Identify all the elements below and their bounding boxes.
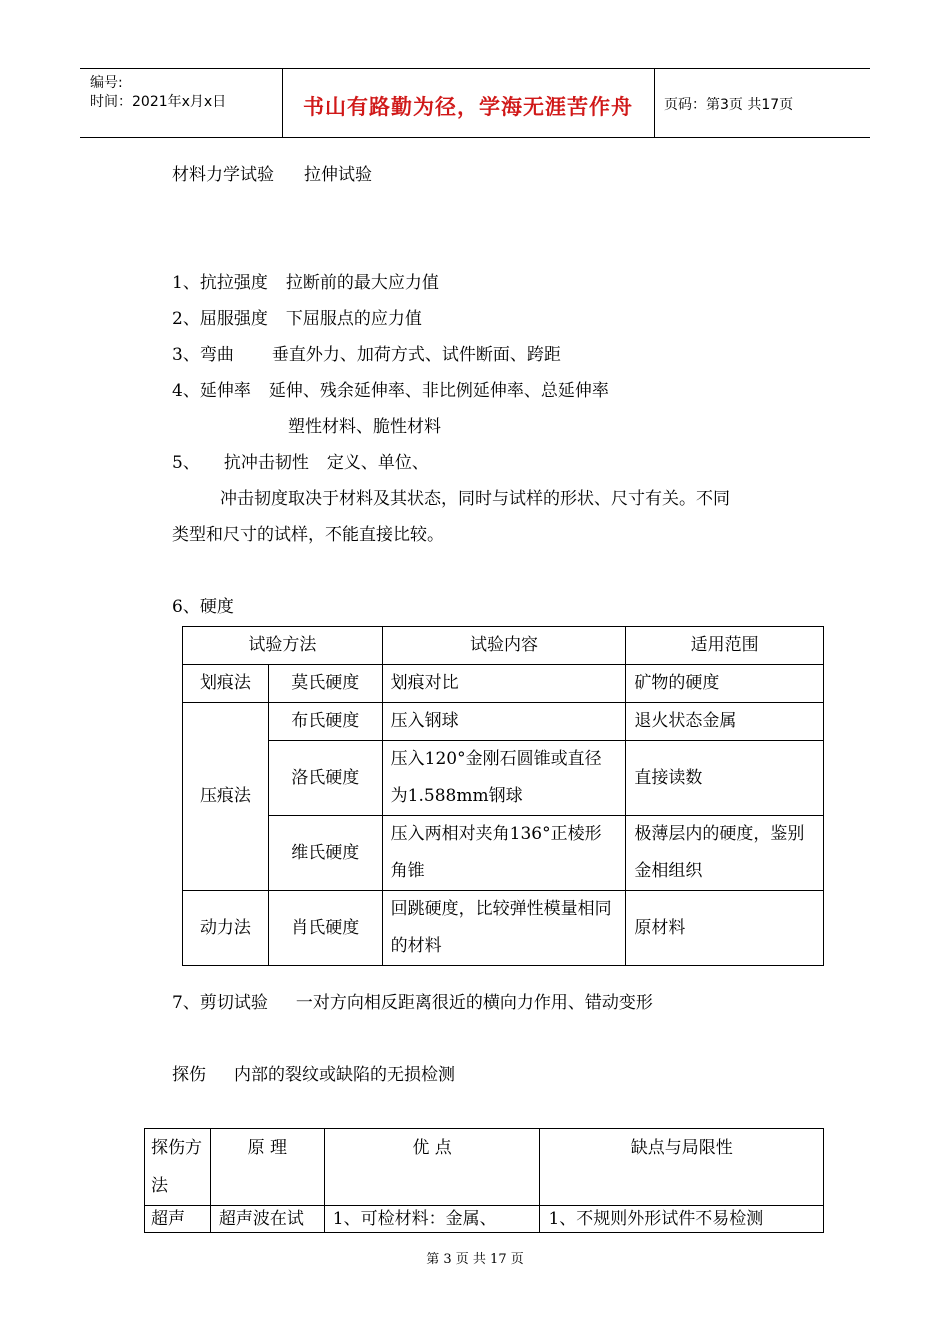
list-item [172,448,429,473]
name-cell: 洛氏硬度 [268,741,382,816]
list-item [172,340,561,365]
list-item [172,376,609,401]
page-footer: 第 3 页 共 17 页 [426,1252,524,1267]
table-header-cell: 原 理 [210,1129,324,1206]
paragraph-line: 类型和尺寸的试样，不能直接比较。 [172,525,444,545]
table-header-cell: 适用范围 [626,627,824,665]
item-desc: 延伸、残余延伸率、非比例延伸率、总延伸率 [268,381,609,401]
item-desc: 定义、单位、 [326,453,429,473]
scope-cell: 极薄层内的硬度，鉴别金相组织 [626,816,824,891]
table-cell: 1、不规则外形试件不易检测 [540,1206,824,1233]
method-cell: 划痕法 [183,665,269,703]
table-row [145,1206,824,1233]
item-head: 5、 [172,453,200,473]
table-row [183,816,824,891]
page-header [80,68,870,138]
content-cell: 压入两相对夹角136°正棱形角锥 [382,816,626,891]
item-desc: 下屈服点的应力值 [285,309,422,329]
paragraph-line: 冲击韧度取决于材料及其状态，同时与试样的形状、尺寸有关。不同 [220,489,730,509]
item-head: 2、屈服强度 [172,309,268,329]
flaw-heading [172,1060,455,1085]
list-item [172,304,422,329]
table-header-cell: 优 点 [324,1129,540,1206]
item-head: 4、延伸率 [172,381,251,401]
name-cell: 维氏硬度 [268,816,382,891]
section-title-sub: 拉伸试验 [304,165,372,185]
item-head: 1、抗拉强度 [172,273,268,293]
item-name: 抗冲击韧性 [223,453,309,473]
content-cell: 回跳硬度，比较弹性模量相同的材料 [382,891,626,966]
document-date: 时间：2021年x月x日 [90,94,227,110]
table-cell: 超声 [145,1206,211,1233]
item-head: 3、弯曲 [172,345,234,365]
header-left-cell [80,69,283,137]
table-cell: 1、可检材料：金属、 [324,1206,540,1233]
name-cell: 莫氏硬度 [268,665,382,703]
header-right-cell [654,69,870,137]
section-title [172,160,372,185]
header-page-info: 页码：第3页 共17页 [664,97,794,113]
table-header-row [145,1129,824,1206]
scope-cell: 退火状态金属 [626,703,824,741]
item-desc: 拉断前的最大应力值 [285,273,439,293]
list-item [172,268,439,293]
item6-heading: 6、硬度 [172,597,234,617]
method-cell: 动力法 [183,891,269,966]
table-header-row [183,627,824,665]
method-cell: 压痕法 [183,703,269,891]
table-row [183,741,824,816]
table-header-cell: 探伤方法 [145,1129,211,1206]
list-item [172,988,653,1013]
table-row [183,703,824,741]
flaw-head: 探伤 [172,1065,206,1085]
section-title-main: 材料力学试验 [172,165,274,185]
scope-cell: 直接读数 [626,741,824,816]
header-middle-cell [282,69,655,137]
flaw-desc: 内部的裂纹或缺陷的无损检测 [234,1065,455,1085]
scope-cell: 原材料 [626,891,824,966]
flaw-detection-table [144,1128,824,1233]
header-motto: 书山有路勤为径，学海无涯苦作舟 [303,95,633,119]
item-desc: 垂直外力、加荷方式、试件断面、跨距 [271,345,561,365]
content-cell: 压入120°金刚石圆锥或直径为1.588mm钢球 [382,741,626,816]
content-cell: 压入钢球 [382,703,626,741]
content-cell: 划痕对比 [382,665,626,703]
item-head: 7、剪切试验 [172,993,268,1013]
table-header-cell: 试验方法 [183,627,383,665]
item-desc: 一对方向相反距离很近的横向力作用、错动变形 [295,993,653,1013]
name-cell: 布氏硬度 [268,703,382,741]
document-number-label: 编号: [90,75,123,91]
table-row [183,891,824,966]
hardness-table [182,626,824,966]
table-header-cell: 缺点与局限性 [540,1129,824,1206]
table-cell: 超声波在试 [210,1206,324,1233]
table-header-cell: 试验内容 [382,627,626,665]
item4-extra: 塑性材料、脆性材料 [288,417,441,437]
table-row [183,665,824,703]
scope-cell: 矿物的硬度 [626,665,824,703]
name-cell: 肖氏硬度 [268,891,382,966]
